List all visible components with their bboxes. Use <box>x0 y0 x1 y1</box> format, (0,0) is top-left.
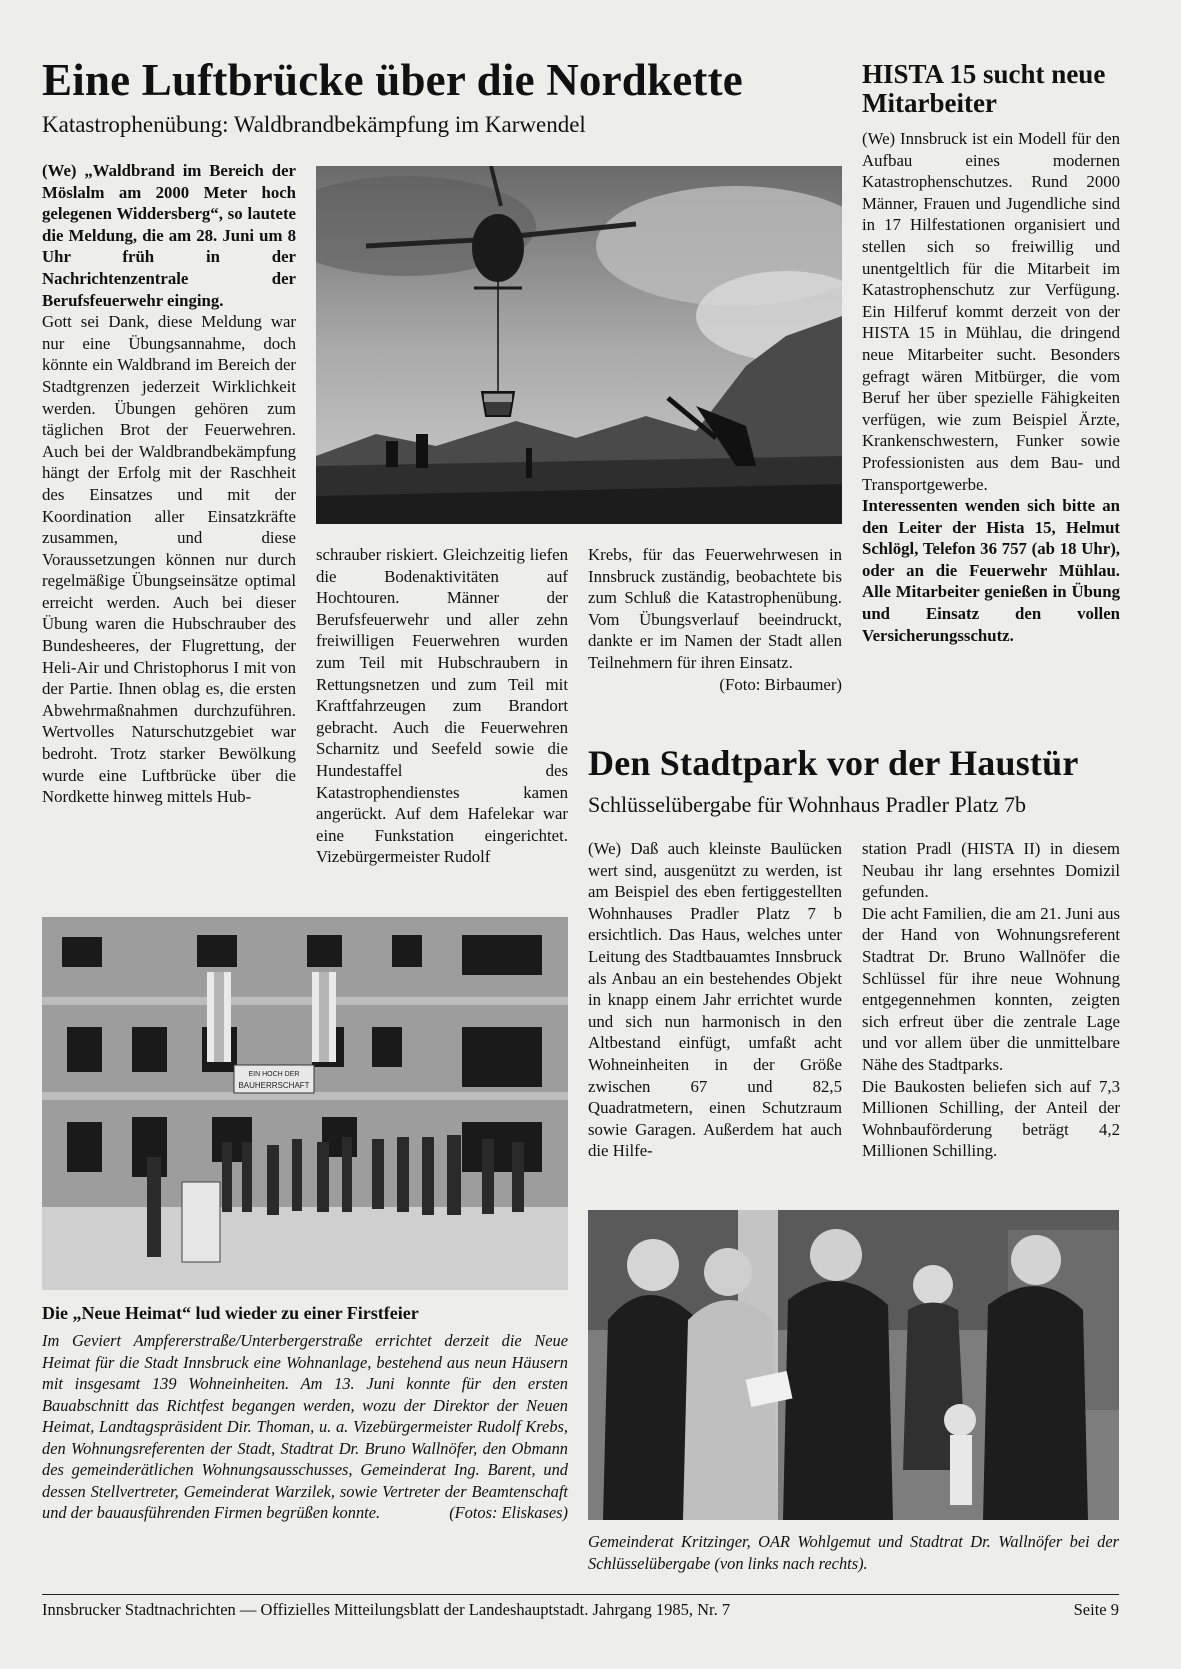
footer-rule <box>42 1594 1119 1595</box>
key-handover-caption: Gemeinderat Kritzinger, OAR Wohlgemut und Stadtrat Dr. Wallnöfer bei der Schlüsselübergabe (von links nach rechts). <box>588 1532 1119 1573</box>
firstfeier-photo <box>42 917 568 1290</box>
article1-body-2: schrauber riskiert. Gleichzeitig liefen die Bodenaktivitäten auf Hochtouren. Männer der Berufsfeuerwehr und aller zehn freiwilligen Feuerwehren wurden zum Teil mit Hubschraubern in Rettungsnetzen und zum Teil mit Kraftfahrzeugen zum Brandort gebracht. Auch die Feuerwehren Scharnitz und Seefeld sowie die Hundestaffel des Katastrophendienstes kamen angerückt. Auf dem Hafelekar war eine Funkstation eingerichtet. Vizebürgermeister Rudolf <box>316 545 568 867</box>
sidebar-headline: HISTA 15 sucht neue Mitarbeiter <box>862 59 1106 118</box>
article2-headline: Den Stadtpark vor der Haustür <box>588 743 1079 783</box>
sidebar-body-bold: Interessenten wenden sich bitte an den Leiter der Hista 15, Helmut Schlögl, Telefon 36 757 (ab 18 Uhr), oder an die Feuerwehr Mühlau. Alle Mitarbeiter genießen in Übung und Einsatz den vollen Versicherungsschutz. <box>862 496 1120 645</box>
sidebar-body <box>862 128 1120 646</box>
article1-photo-credit: (Foto: Birbaumer) <box>719 674 842 694</box>
page-number: Seite 9 <box>1073 1600 1119 1619</box>
banner-text-2: BAUHERRSCHAFT <box>238 1081 310 1090</box>
firstfeier-caption <box>42 1330 568 1524</box>
article1-lead: (We) „Waldbrand im Bereich der Möslalm am 2000 Meter hoch gelegenen Widdersberg“, so lautete die Meldung, die am 28. Juni um 8 Uhr früh in der Nachrichtenzentrale der Berufsfeuerwehr einging. <box>42 161 296 310</box>
article1-body-3: Krebs, für das Feuerwehrwesen in Innsbruck zuständig, beobachtete bis zum Schluß die Katastrophenübung. Vom Übungsverlauf beeindruckt, dankte er im Namen der Stadt allen Teilnehmern für ihren Einsatz. <box>588 545 842 672</box>
article1-column-2 <box>316 544 568 868</box>
article1-subhead: Katastrophenübung: Waldbrandbekämpfung im Karwendel <box>42 112 586 137</box>
article1-column-1 <box>42 160 296 808</box>
article2-column-2 <box>862 838 1120 1162</box>
key-handover-photo <box>588 1210 1119 1520</box>
sidebar-body-text: (We) Innsbruck ist ein Modell für den Aufbau eines modernen Katastrophenschutzes. Rund 2000 Männer, Frauen und Jugendliche sind in 17 Hilfestationen organisiert und stellen sich so freiwillig und unentgeltlich für die Mitarbeit im Katastrophenschutz zur Verfügung. Ein Hilferuf kommt derzeit von der HISTA 15 in Mühlau, die dringend neue Mitarbeiter sucht. Besonders gefragt wären Mitbürger, die vom Beruf her über spezielle Fähigkeiten verfügen, wie zum Beispiel Ärzte, Krankenschwestern, Funker sowie Professionisten aus dem Bau- und Transportgewerbe. <box>862 129 1120 494</box>
article2-subhead: Schlüsselübergabe für Wohnhaus Pradler Platz 7b <box>588 792 1026 817</box>
article2-body-1: (We) Daß auch kleinste Baulücken wert sind, ausgenützt zu werden, ist am Beispiel des eben fertiggestellten Wohnhauses Pradler Platz 7 b ersichtlich. Das Haus, welches unter Leitung des Stadtbauamtes Innsbruck als Anbau an ein bestehendes Objekt in knapp einem Jahr errichtet wurde und sich nun harmonisch in den Altbestand einfügt, umfaßt acht Wohneinheiten in der Größe zwischen 67 und 82,5 Quadratmetern, einen Schutzraum sowie Garagen. Außerdem hat auch die Hilfe- <box>588 839 842 1161</box>
footer-publication: Innsbrucker Stadtnachrichten — Offizielles Mitteilungsblatt der Landeshauptstadt. Jahrgang 1985, Nr. 7 <box>42 1600 731 1619</box>
firstfeier-photo-credit: (Fotos: Eliskases) <box>449 1503 568 1522</box>
article2-body-2c: Die Baukosten beliefen sich auf 7,3 Millionen Schilling, der Anteil der Wohnbauförderung beträgt 4,2 Millionen Schilling. <box>862 1076 1120 1161</box>
firstfeier-caption-text: Im Geviert Ampfererstraße/Unterbergerstraße errichtet derzeit die Neue Heimat für die Stadt Innsbruck eine Wohnanlage, bestehend aus neun Häusern mit insgesamt 139 Wohneinheiten. Am 13. Juni konnte für den ersten Bauabschnitt das Richtfest begangen werden, wozu der Direktor der Neuen Heimat, Landtagspräsident Dir. Thoman, u. a. Vizebürgermeister Rudolf Krebs, den Wohnungsreferenten der Stadt, Stadtrat Dr. Bruno Wallnöfer, den Obmann des gemeinderätlichen Wohnungsausschusses, Gemeinderat Ing. Barent, und dessen Stellvertreter, Gemeinderat Warzilek, sowie Vertreter der Beamtenschaft und der bauausführenden Firmen begrüßen konnte. <box>42 1331 568 1522</box>
article2-column-1 <box>588 838 842 1162</box>
article1-column-3 <box>588 544 842 695</box>
article1-headline: Eine Luftbrücke über die Nordkette <box>42 55 743 105</box>
article1-body-1: Gott sei Dank, diese Meldung war nur eine Übungsannahme, doch könnte ein Waldbrand im Bereich der Stadtgrenzen jederzeit Wirklichkeit werden. Übungen gehören zum täglichen Brot der Feuerwehren. Auch bei der Waldbrandbekämpfung hängt der Erfolg mit der Raschheit des Einsatzes und mit der Koordination aller Einsatzkräfte zusammen, und diese Voraussetzungen können nur durch regelmäßige Übungseinsätze optimal erreicht werden. Auch bei dieser Übung waren die Hubschrauber des Bundesheeres, der Flugrettung, der Heli-Air und Christophorus I mit von der Partie. Ihnen oblag es, die ersten Abwehrmaßnahmen durchzuführen. Wertvolles Naturschutzgebiet war bedroht. Trotz starker Bewölkung wurde eine Luftbrücke über die Nordkette hinweg mittels Hub- <box>42 312 296 807</box>
helicopter-photo <box>316 166 842 524</box>
article2-body-2b: Die acht Familien, die am 21. Juni aus der Hand von Wohnungsreferent Stadtrat Dr. Bruno Wallnöfer die Schlüssel für ihre neue Wohnung entgegennehmen konnten, zeigten sich erfreut über die zentrale Lage und vor allem über die unmittelbare Nähe des Stadtparks. <box>862 903 1120 1074</box>
article2-body-2a: station Pradl (HISTA II) in diesem Neubau ihr lang ersehntes Domizil gefunden. <box>862 839 1120 902</box>
banner-text-1: EIN HOCH DER <box>248 1071 300 1078</box>
firstfeier-title: Die „Neue Heimat“ lud wieder zu einer Firstfeier <box>42 1303 419 1323</box>
